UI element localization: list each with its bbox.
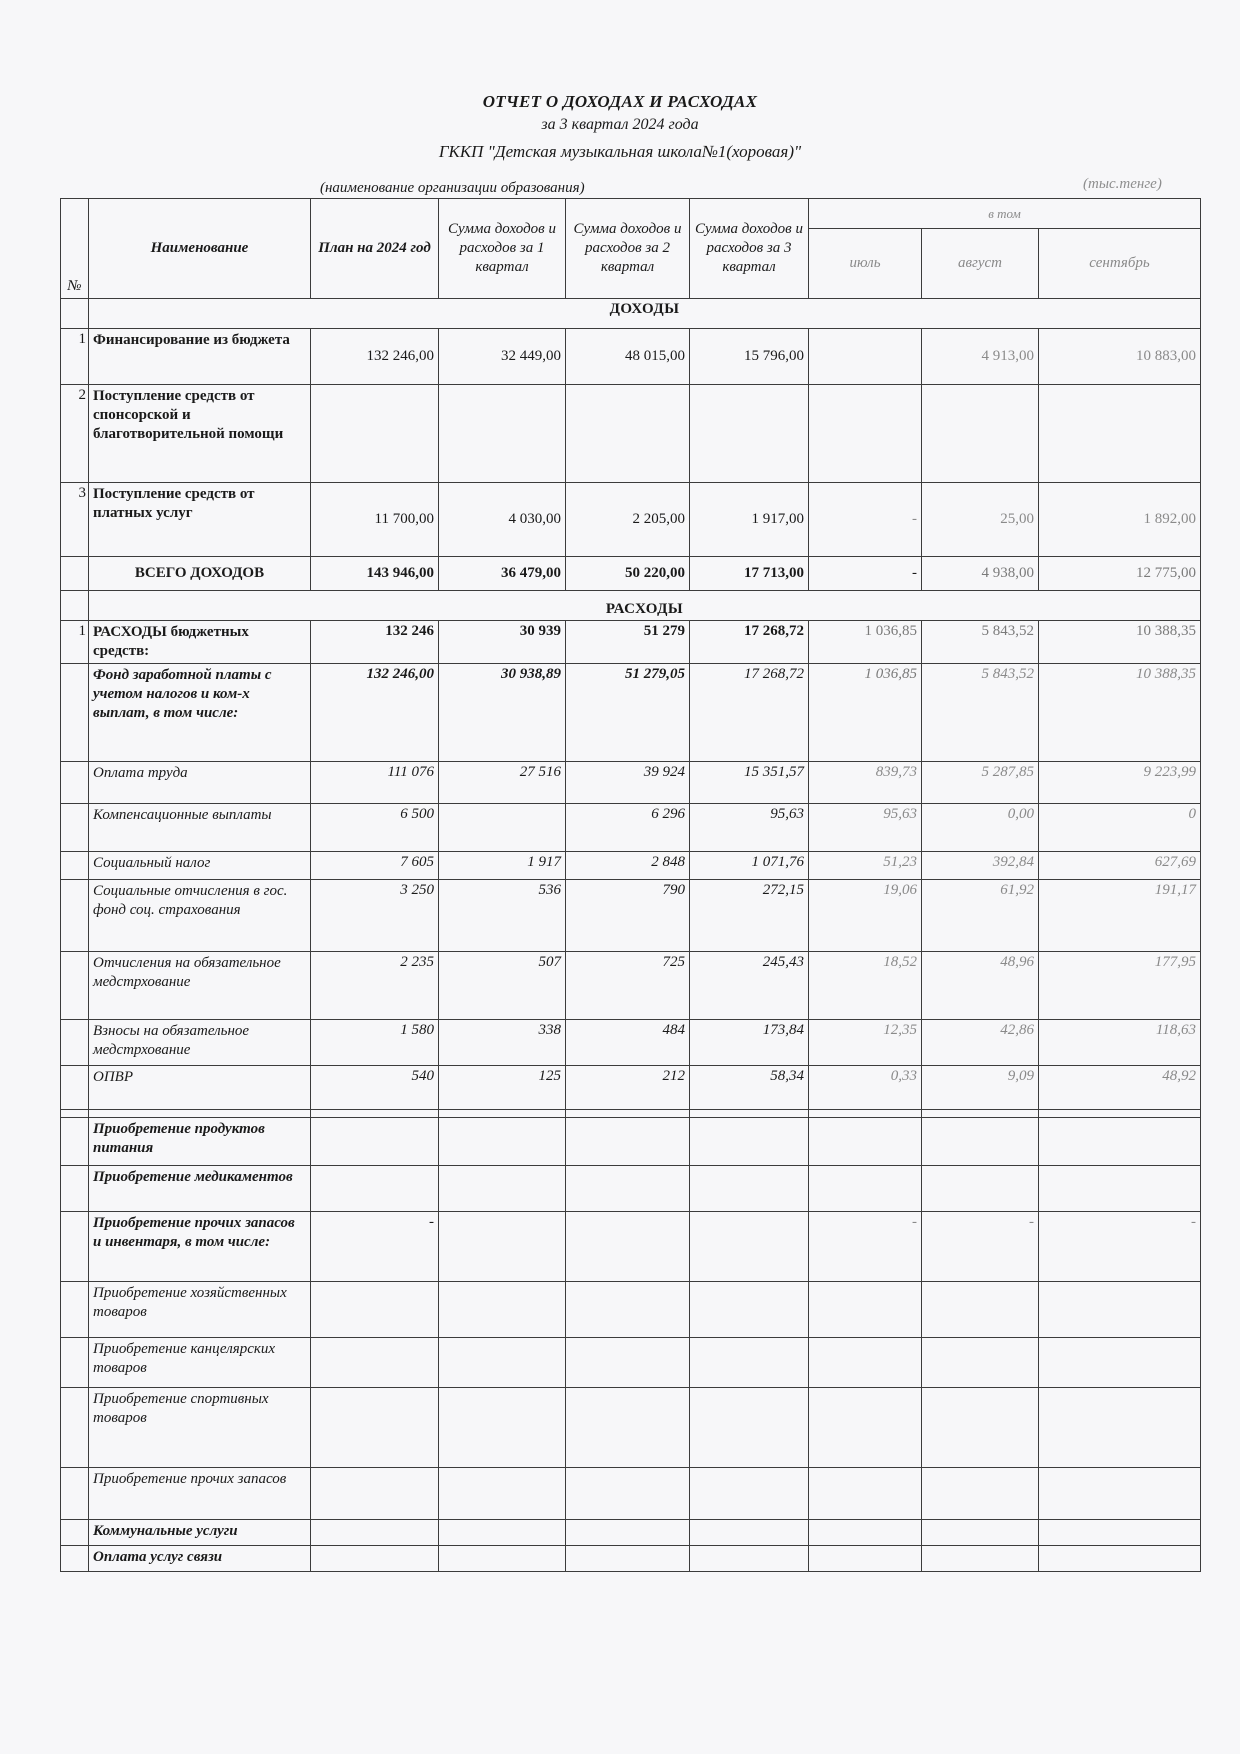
organization-caption: (наименование организации образования) — [320, 180, 585, 196]
col-q2-header: Сумма доходов и расходов за 2 квартал — [566, 199, 690, 299]
row-august — [922, 1388, 1039, 1468]
row-q2 — [566, 1388, 690, 1468]
row-name: Поступление средств от спонсорской и благотворительной помощи — [89, 385, 311, 483]
table-row — [61, 1166, 1201, 1212]
row-q2: 51 279 — [566, 621, 690, 664]
row-q1: 1 917 — [439, 852, 566, 880]
row-name: Приобретение медикаментов — [89, 1166, 311, 1212]
row-q2: 790 — [566, 880, 690, 952]
row-no — [61, 1282, 89, 1338]
row-july: - — [809, 483, 922, 557]
table-row — [61, 1020, 1201, 1066]
row-july: 18,52 — [809, 952, 922, 1020]
expense-section-title: РАСХОДЫ — [89, 591, 1201, 621]
row-q1 — [439, 1212, 566, 1282]
row-q3: 173,84 — [690, 1020, 809, 1066]
row-q3 — [690, 1468, 809, 1520]
row-august: 61,92 — [922, 880, 1039, 952]
row-q3: 15 351,57 — [690, 762, 809, 804]
row-q1 — [439, 1110, 566, 1118]
col-q1-header: Сумма доходов и расходов за 1 квартал — [439, 199, 566, 299]
row-q2 — [566, 1212, 690, 1282]
total-q2: 50 220,00 — [566, 557, 690, 591]
row-september — [1039, 1110, 1201, 1118]
row-august: - — [922, 1212, 1039, 1282]
row-september: 9 223,99 — [1039, 762, 1201, 804]
row-july: 1 036,85 — [809, 621, 922, 664]
row-name: Отчисления на обязательное медстрхование — [89, 952, 311, 1020]
row-name: Приобретение прочих запасов — [89, 1468, 311, 1520]
row-q1 — [439, 1388, 566, 1468]
row-name — [89, 1110, 311, 1118]
row-q1 — [439, 1520, 566, 1546]
row-q3 — [690, 1118, 809, 1166]
row-name: Приобретение канцелярских товаров — [89, 1338, 311, 1388]
row-plan: 6 500 — [311, 804, 439, 852]
table-row — [61, 1520, 1201, 1546]
row-q3 — [690, 1110, 809, 1118]
row-name: РАСХОДЫ бюджетных средств: — [89, 621, 311, 664]
row-q2: 51 279,05 — [566, 664, 690, 762]
row-august — [922, 1338, 1039, 1388]
row-plan: 7 605 — [311, 852, 439, 880]
row-name: Фонд заработной платы с учетом налогов и ком-х выплат, в том числе: — [89, 664, 311, 762]
table-row — [61, 385, 1201, 483]
row-july — [809, 1282, 922, 1338]
row-name: Оплата труда — [89, 762, 311, 804]
col-no-header — [61, 199, 89, 299]
table-row — [61, 1546, 1201, 1572]
row-name: Компенсационные выплаты — [89, 804, 311, 852]
row-no — [61, 804, 89, 852]
row-no — [61, 1468, 89, 1520]
row-august — [922, 1546, 1039, 1572]
row-q1: 125 — [439, 1066, 566, 1110]
row-plan — [311, 1118, 439, 1166]
row-july — [809, 1546, 922, 1572]
row-q3: 15 796,00 — [690, 329, 809, 385]
row-plan — [311, 1388, 439, 1468]
row-no: 1 — [61, 329, 89, 385]
row-august: 9,09 — [922, 1066, 1039, 1110]
row-q2 — [566, 1520, 690, 1546]
row-name: Коммунальные услуги — [89, 1520, 311, 1546]
section-spacer-cell — [61, 591, 89, 621]
total-no-cell — [61, 557, 89, 591]
row-q1: 507 — [439, 952, 566, 1020]
row-q1: 4 030,00 — [439, 483, 566, 557]
row-september: 1 892,00 — [1039, 483, 1201, 557]
row-september: 48,92 — [1039, 1066, 1201, 1110]
row-no — [61, 762, 89, 804]
row-q2: 2 205,00 — [566, 483, 690, 557]
section-spacer-cell — [61, 299, 89, 329]
total-september: 12 775,00 — [1039, 557, 1201, 591]
row-august: 25,00 — [922, 483, 1039, 557]
report-title: ОТЧЕТ О ДОХОДАХ И РАСХОДАХ — [482, 92, 758, 111]
col-name-header: Наименование — [89, 199, 311, 299]
row-plan — [311, 1546, 439, 1572]
row-september: 118,63 — [1039, 1020, 1201, 1066]
table-row — [61, 1282, 1201, 1338]
row-plan — [311, 1282, 439, 1338]
row-august — [922, 1520, 1039, 1546]
row-q1 — [439, 1546, 566, 1572]
table-row — [61, 1468, 1201, 1520]
row-september: 10 883,00 — [1039, 329, 1201, 385]
row-q2 — [566, 1468, 690, 1520]
table-row — [61, 1388, 1201, 1468]
row-q2: 484 — [566, 1020, 690, 1066]
row-name: Социальный налог — [89, 852, 311, 880]
row-august — [922, 1166, 1039, 1212]
row-july — [809, 1110, 922, 1118]
row-q2 — [566, 1110, 690, 1118]
row-q3 — [690, 1282, 809, 1338]
row-july — [809, 1388, 922, 1468]
col-plan-header: План на 2024 год — [311, 199, 439, 299]
row-no: 1 — [61, 621, 89, 664]
row-plan: 540 — [311, 1066, 439, 1110]
report-period: за 3 квартал 2024 года — [541, 116, 699, 133]
row-q2 — [566, 1546, 690, 1572]
row-plan: 132 246 — [311, 621, 439, 664]
row-q3 — [690, 1166, 809, 1212]
table-row — [61, 762, 1201, 804]
row-september — [1039, 1468, 1201, 1520]
row-q2: 48 015,00 — [566, 329, 690, 385]
row-q3: 17 268,72 — [690, 664, 809, 762]
col-july-header: июль — [809, 229, 922, 299]
row-no — [61, 664, 89, 762]
table-row — [61, 483, 1201, 557]
row-september — [1039, 385, 1201, 483]
total-july: - — [809, 557, 922, 591]
row-q1: 338 — [439, 1020, 566, 1066]
row-plan: 11 700,00 — [311, 483, 439, 557]
row-september: - — [1039, 1212, 1201, 1282]
row-august: 5 287,85 — [922, 762, 1039, 804]
row-august — [922, 1110, 1039, 1118]
row-no — [61, 1546, 89, 1572]
row-plan — [311, 1520, 439, 1546]
row-no: 2 — [61, 385, 89, 483]
row-name: Финансирование из бюджета — [89, 329, 311, 385]
row-plan: 3 250 — [311, 880, 439, 952]
row-q3: 1 917,00 — [690, 483, 809, 557]
table-row — [61, 664, 1201, 762]
row-no — [61, 1066, 89, 1110]
row-q1 — [439, 1468, 566, 1520]
row-q3 — [690, 1388, 809, 1468]
row-august: 392,84 — [922, 852, 1039, 880]
row-july: - — [809, 1212, 922, 1282]
row-q2: 39 924 — [566, 762, 690, 804]
row-q1 — [439, 385, 566, 483]
income-total-row — [61, 557, 1201, 591]
row-q1: 32 449,00 — [439, 329, 566, 385]
row-september — [1039, 1282, 1201, 1338]
table-row — [61, 1118, 1201, 1166]
row-plan — [311, 1166, 439, 1212]
row-no — [61, 1388, 89, 1468]
total-august: 4 938,00 — [922, 557, 1039, 591]
row-plan — [311, 1338, 439, 1388]
row-july — [809, 1520, 922, 1546]
row-september — [1039, 1338, 1201, 1388]
row-no — [61, 1212, 89, 1282]
row-july: 1 036,85 — [809, 664, 922, 762]
row-no — [61, 1020, 89, 1066]
table-row — [61, 1212, 1201, 1282]
row-no — [61, 1166, 89, 1212]
row-september: 10 388,35 — [1039, 664, 1201, 762]
row-august — [922, 385, 1039, 483]
row-august — [922, 1118, 1039, 1166]
row-september — [1039, 1388, 1201, 1468]
organization-name: ГККП "Детская музыкальная школа№1(хоровая)" — [438, 142, 802, 161]
row-august: 4 913,00 — [922, 329, 1039, 385]
table-row — [61, 804, 1201, 852]
row-september — [1039, 1166, 1201, 1212]
row-name: ОПВР — [89, 1066, 311, 1110]
col-q3-header: Сумма доходов и расходов за 3 квартал — [690, 199, 809, 299]
row-name: Оплата услуг связи — [89, 1546, 311, 1572]
table-row — [61, 880, 1201, 952]
row-august: 42,86 — [922, 1020, 1039, 1066]
row-q1: 536 — [439, 880, 566, 952]
row-name: Приобретение хозяйственных товаров — [89, 1282, 311, 1338]
row-july — [809, 329, 922, 385]
row-plan: - — [311, 1212, 439, 1282]
row-august — [922, 1282, 1039, 1338]
row-plan — [311, 1110, 439, 1118]
row-q1 — [439, 1166, 566, 1212]
row-name: Поступление средств от платных услуг — [89, 483, 311, 557]
row-no — [61, 1520, 89, 1546]
income-expense-table — [60, 198, 1201, 1572]
row-no — [61, 1110, 89, 1118]
total-q3: 17 713,00 — [690, 557, 809, 591]
row-july: 19,06 — [809, 880, 922, 952]
row-q3 — [690, 1520, 809, 1546]
currency-unit: (тыс.тенге) — [1083, 176, 1162, 192]
row-q3: 1 071,76 — [690, 852, 809, 880]
total-plan: 143 946,00 — [311, 557, 439, 591]
row-q2: 2 848 — [566, 852, 690, 880]
row-q3: 95,63 — [690, 804, 809, 852]
row-plan — [311, 385, 439, 483]
row-q3 — [690, 385, 809, 483]
table-row — [61, 1338, 1201, 1388]
row-q1: 30 938,89 — [439, 664, 566, 762]
row-september — [1039, 1520, 1201, 1546]
row-plan: 132 246,00 — [311, 664, 439, 762]
row-september — [1039, 1118, 1201, 1166]
table-row — [61, 329, 1201, 385]
row-no — [61, 880, 89, 952]
row-plan — [311, 1468, 439, 1520]
row-july — [809, 385, 922, 483]
col-august-header: август — [922, 229, 1039, 299]
row-q3: 272,15 — [690, 880, 809, 952]
row-q1 — [439, 804, 566, 852]
row-q2 — [566, 1282, 690, 1338]
row-q2 — [566, 1118, 690, 1166]
row-august: 5 843,52 — [922, 664, 1039, 762]
table-row — [61, 852, 1201, 880]
row-august: 5 843,52 — [922, 621, 1039, 664]
row-q3: 58,34 — [690, 1066, 809, 1110]
row-july: 0,33 — [809, 1066, 922, 1110]
row-name: Приобретение спортивных товаров — [89, 1388, 311, 1468]
row-q2 — [566, 1166, 690, 1212]
row-july: 12,35 — [809, 1020, 922, 1066]
table-row — [61, 1110, 1201, 1118]
row-no: 3 — [61, 483, 89, 557]
row-no — [61, 1118, 89, 1166]
table-row — [61, 621, 1201, 664]
row-q3 — [690, 1546, 809, 1572]
row-july — [809, 1468, 922, 1520]
row-q2 — [566, 1338, 690, 1388]
col-september-header: сентябрь — [1039, 229, 1201, 299]
row-july: 839,73 — [809, 762, 922, 804]
row-august — [922, 1468, 1039, 1520]
row-september: 191,17 — [1039, 880, 1201, 952]
row-september — [1039, 1546, 1201, 1572]
row-no — [61, 952, 89, 1020]
col-incl-header: в том — [809, 199, 1201, 229]
row-plan: 111 076 — [311, 762, 439, 804]
row-september: 627,69 — [1039, 852, 1201, 880]
row-q1: 27 516 — [439, 762, 566, 804]
table-row — [61, 1066, 1201, 1110]
row-q1: 30 939 — [439, 621, 566, 664]
row-plan: 1 580 — [311, 1020, 439, 1066]
row-q2 — [566, 385, 690, 483]
table-row — [61, 952, 1201, 1020]
row-september: 177,95 — [1039, 952, 1201, 1020]
row-september: 0 — [1039, 804, 1201, 852]
row-name: Социальные отчисления в гос. фонд соц. страхования — [89, 880, 311, 952]
row-q3: 245,43 — [690, 952, 809, 1020]
income-section-title: ДОХОДЫ — [89, 299, 1201, 329]
row-q2: 212 — [566, 1066, 690, 1110]
row-q2: 6 296 — [566, 804, 690, 852]
row-september: 10 388,35 — [1039, 621, 1201, 664]
row-july: 95,63 — [809, 804, 922, 852]
row-q2: 725 — [566, 952, 690, 1020]
row-q3: 17 268,72 — [690, 621, 809, 664]
row-no — [61, 852, 89, 880]
row-august: 48,96 — [922, 952, 1039, 1020]
row-no — [61, 1338, 89, 1388]
row-july — [809, 1338, 922, 1388]
income-total-label: ВСЕГО ДОХОДОВ — [89, 557, 311, 591]
row-july: 51,23 — [809, 852, 922, 880]
row-july — [809, 1118, 922, 1166]
report-header — [0, 92, 1240, 162]
row-plan: 132 246,00 — [311, 329, 439, 385]
row-q1 — [439, 1338, 566, 1388]
row-july — [809, 1166, 922, 1212]
row-plan: 2 235 — [311, 952, 439, 1020]
row-q1 — [439, 1118, 566, 1166]
row-august: 0,00 — [922, 804, 1039, 852]
total-q1: 36 479,00 — [439, 557, 566, 591]
row-name: Приобретение продуктов питания — [89, 1118, 311, 1166]
row-q3 — [690, 1338, 809, 1388]
row-name: Приобретение прочих запасов и инвентаря, в том числе: — [89, 1212, 311, 1282]
row-q3 — [690, 1212, 809, 1282]
row-q1 — [439, 1282, 566, 1338]
col-no-label: № — [67, 278, 82, 294]
row-name: Взносы на обязательное медстрхование — [89, 1020, 311, 1066]
